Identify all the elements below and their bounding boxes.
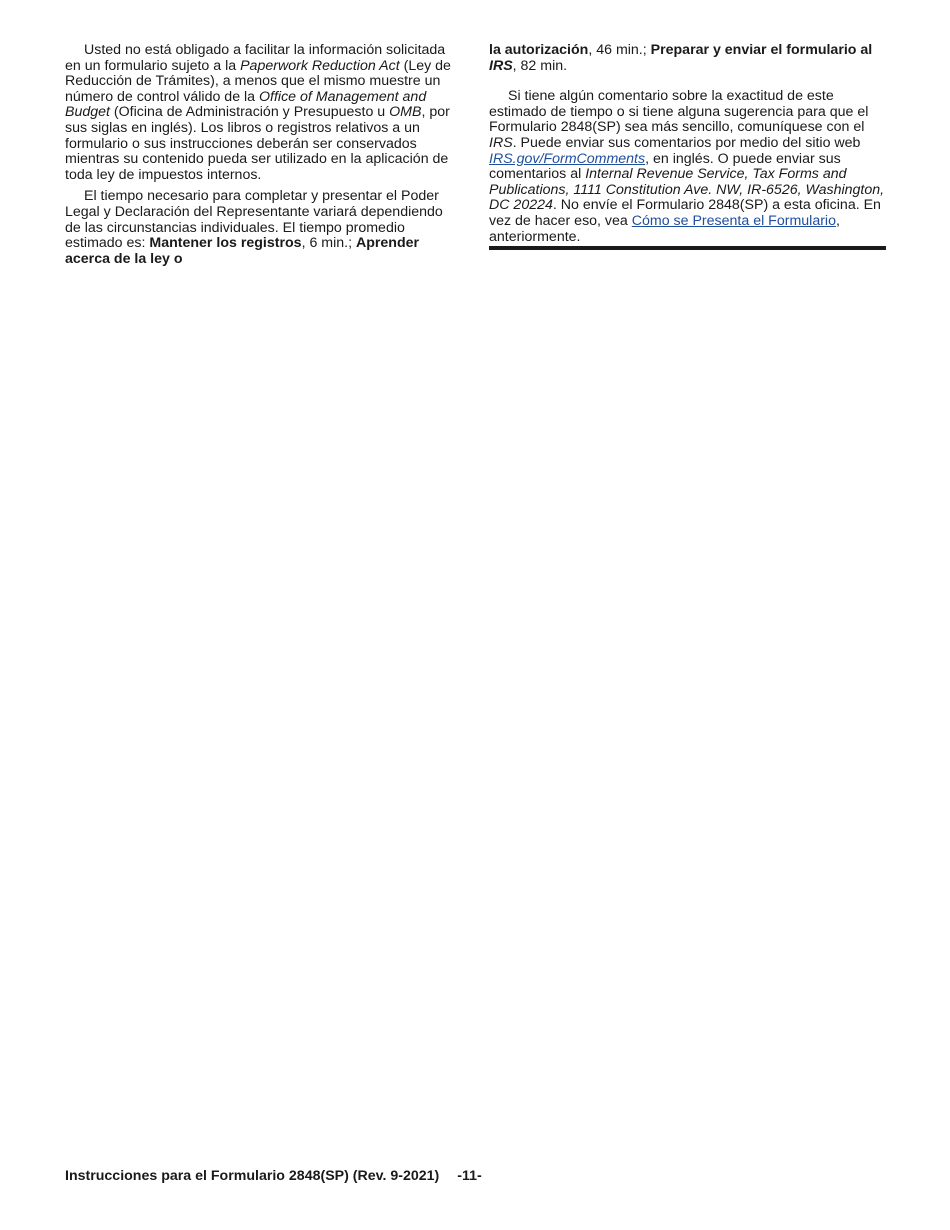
comments-paragraph: Si tiene algún comentario sobre la exactitud de este estimado de tiempo o si tiene alguna sugerencia para que el Formulario 2848(SP) sea más sencillo, comuníquese con el IRS. Puede enviar sus comentarios por medio del sitio web IRS.gov/FormComments, en inglés. O puede enviar sus comentarios al Internal Revenue Service, Tax Forms and Publications, 1111 Constitution Ave. NW, IR-6526, Washington, DC 20224. No envíe el Formulario 2848(SP) a esta oficina. En vez de hacer eso, vea Cómo se Presenta el Formulario, anteriormente. xyxy=(489,88,885,245)
page-number: -11- xyxy=(457,1168,482,1184)
omb-full-name: Office of Management and Budget xyxy=(65,88,427,121)
irs-mailing-address: Internal Revenue Service, Tax Forms and Publications, 1111 Constitution Ave. NW, IR-6526, Washington, DC 20224 xyxy=(489,166,885,214)
preparing-label: Preparar y enviar el formulario al xyxy=(650,42,873,58)
time-estimate-continuation: la autorización, 46 min.; Preparar y enviar el formulario al IRS, 82 min. xyxy=(489,42,873,74)
omb-acronym: OMB xyxy=(389,104,422,121)
irs-term: IRS xyxy=(489,57,513,74)
paperwork-reduction-act-term: Paperwork Reduction Act xyxy=(240,57,400,74)
page-footer xyxy=(65,1168,482,1184)
time-estimate-paragraph: El tiempo necesario para completar y presentar el Poder Legal y Declaración del Representante variará dependiendo de las circunstancias individuales. El tiempo promedio estimado es: Mantener los registros, 6 min.; Aprender acerca de la ley o xyxy=(65,188,443,267)
irs-form-comments-link[interactable]: IRS.gov/FormComments xyxy=(489,150,646,167)
recordkeeping-label: Mantener los registros xyxy=(149,235,302,252)
section-end-rule xyxy=(489,246,886,250)
left-column xyxy=(65,43,462,267)
paperwork-reduction-paragraph: Usted no está obligado a facilitar la información solicitada en un formulario sujeto a la Paperwork Reduction Act (Ley de Reducción de Trámites), a menos que el mismo muestre un número de control válido de la Office of Management and Budget (Oficina de Administración y Presupuesto u OMB, por sus siglas en inglés). Los libros o registros relativos a un formulario o sus instrucciones deberán ser conservados mientras su contenido pueda ser utilizado en la aplicación de toda ley de impuestos internos. xyxy=(65,42,451,183)
learning-label: Aprender acerca de la ley o xyxy=(65,235,420,267)
right-column xyxy=(489,43,886,245)
how-to-file-link[interactable]: Cómo se Presenta el Formulario xyxy=(631,212,836,229)
footer-title: Instrucciones para el Formulario 2848(SP) (Rev. 9-2021) xyxy=(65,1168,440,1184)
